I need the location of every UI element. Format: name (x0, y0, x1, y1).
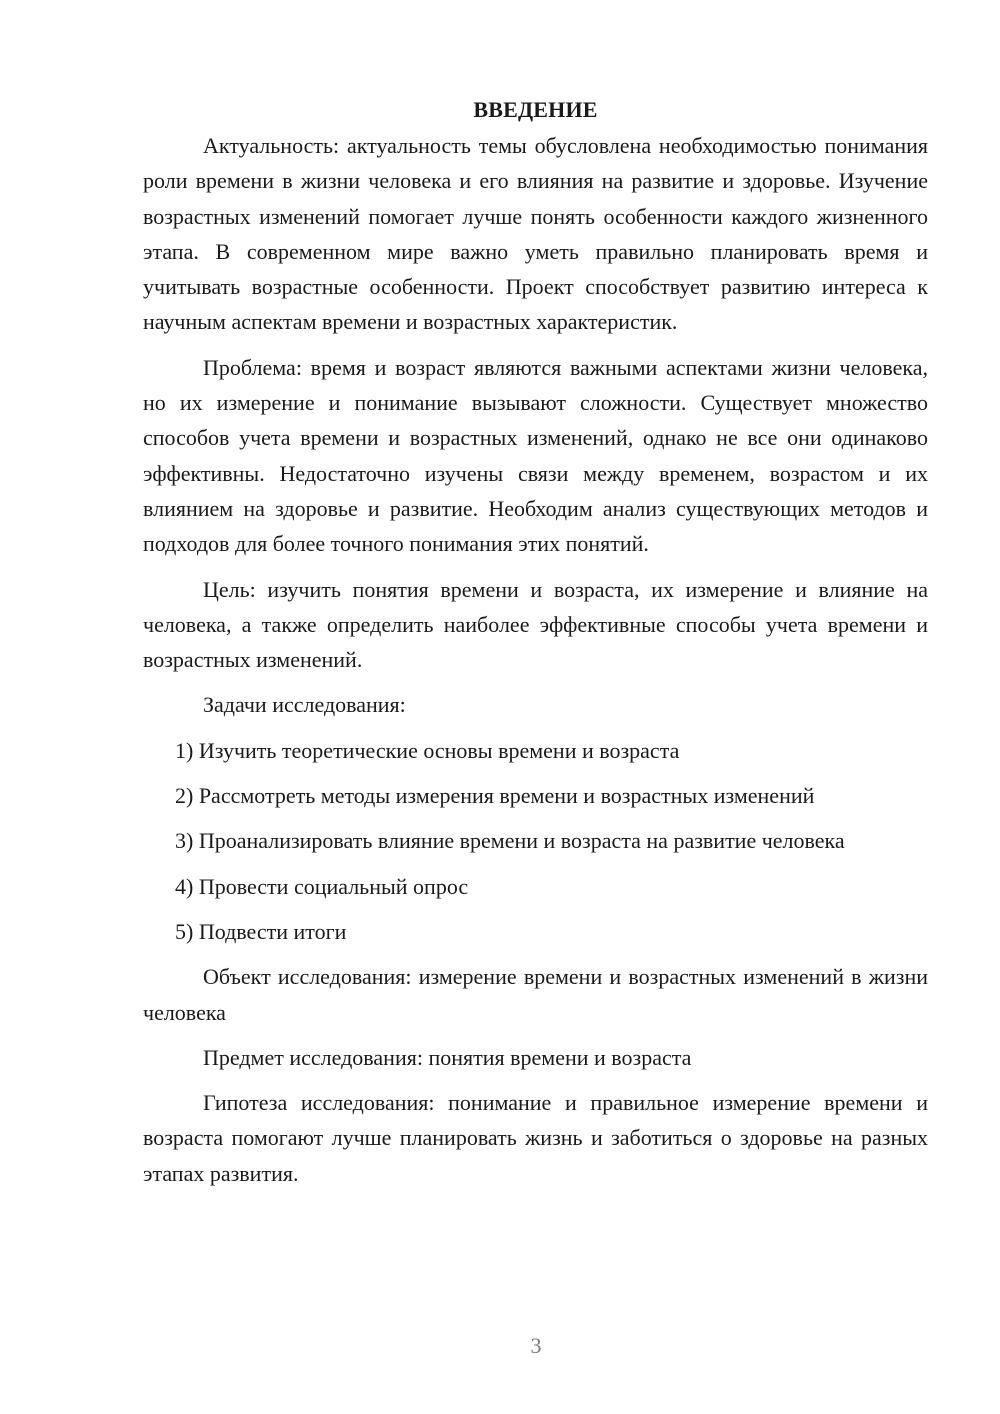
document-page (143, 92, 928, 1201)
page-number: 3 (530, 1333, 542, 1358)
goal-paragraph: Цель: изучить понятия времени и возраста, их измерение и влияние на человека, а также определить наиболее эффективные способы учета времени и возрастных изменений. (143, 576, 928, 673)
object-paragraph: Объект исследования: измерение времени и возрастных изменений в жизни человека (143, 964, 928, 1025)
tasks-intro-paragraph: Задачи исследования: (203, 692, 406, 718)
problem-paragraph: Проблема: время и возраст являются важными аспектами жизни человека, но их измерение и понимание вызывают сложности. Существует множество способов учета времени и возрастных изменений, однако не все они одинаково эффективны. Недостаточно изучены связи между временем, возрастом и их влиянием на здоровье и развитие. Необходим анализ существующих методов и подходов для более точного понимания этих понятий. (143, 354, 928, 557)
hypothesis-paragraph: Гипотеза исследования: понимание и правильное измерение времени и возраста помогают лучше планировать жизнь и заботиться о здоровье на разных этапах развития. (143, 1090, 928, 1186)
task-item-4: 4) Провести социальный опрос (175, 873, 469, 899)
relevance-paragraph: Актуальность: актуальность темы обусловлена необходимостью понимания роли времени в жизни человека и его влияния на развитие и здоровье. Изучение возрастных изменений помогает лучше понять особенности каждого жизненного этапа. В современном мире важно уметь правильно планировать время и учитывать возрастные особенности. Проект способствует развитию интереса к научным аспектам времени и возрастных характеристик. (143, 133, 928, 335)
subject-paragraph: Предмет исследования: понятия времени и возраста (203, 1044, 692, 1070)
task-item-2: 2) Рассмотреть методы измерения времени и возрастных изменений (175, 783, 815, 809)
tasks-list (143, 733, 928, 949)
task-item-5: 5) Подвести итоги (175, 918, 347, 944)
section-heading: ВВЕДЕНИЕ (473, 97, 598, 122)
task-item-1: 1) Изучить теоретические основы времени и возраста (175, 737, 680, 763)
task-item-3: 3) Проанализировать влияние времени и возраста на развитие человека (175, 828, 845, 854)
